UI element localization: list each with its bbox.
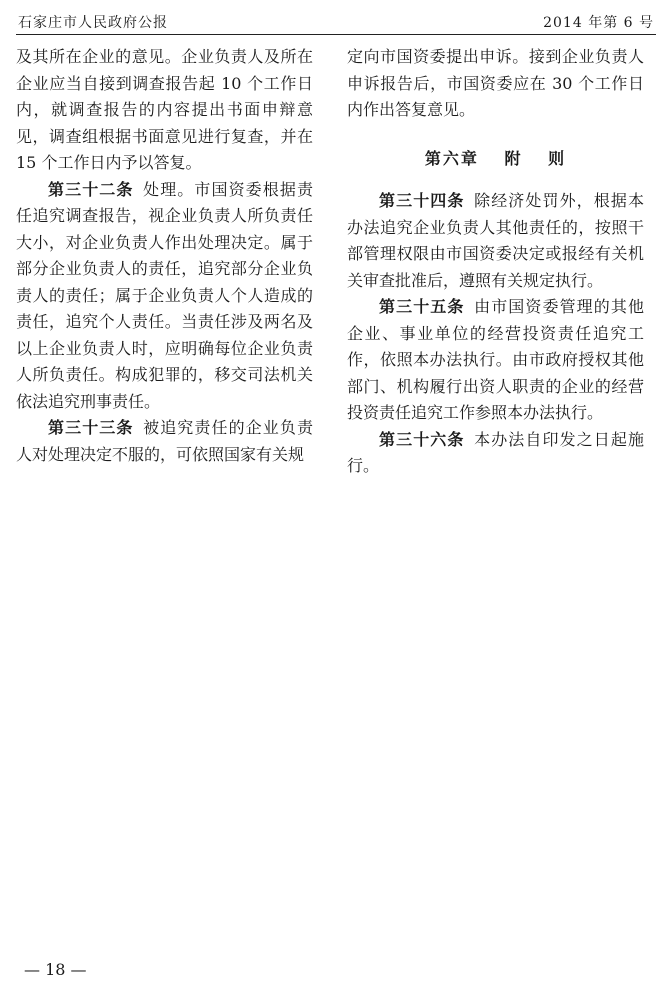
chapter-title-part-1: 附: [504, 148, 523, 168]
page-header: [16, 8, 656, 35]
article-32-text: 处理。市国资委根据责任追究调查报告，视企业负责人所负责任大小，对企业负责人作出处理决定。属于部分企业负责人的责任，追究部分企业负责人的责任；属于企业负责人个人造成的责任，追究个人责任。当责任涉及两名及以上企业负责人时，应明确每位企业负责人所负责任。构成犯罪的，移交司法机关依法追究刑事责任。: [16, 179, 313, 411]
article-35: [347, 294, 644, 427]
page-number: — 18 —: [24, 960, 87, 979]
article-35-text: 由市国资委管理的其他企业、事业单位的经营投资责任追究工作，依照本办法执行。由市政府授权其他部门、机构履行出资人职责的企业的经营投资责任追究工作参照本办法执行。: [347, 297, 644, 422]
article-36-label: 第三十六条: [379, 429, 465, 449]
right-column: [347, 44, 644, 480]
article-34: [347, 188, 644, 294]
issue-number: 2014 年第 6 号: [543, 15, 654, 31]
article-36: [347, 427, 644, 480]
article-35-label: 第三十五条: [379, 297, 465, 316]
article-33: [16, 415, 313, 468]
continued-paragraph: 定向市国资委提出申诉。接到企业负责人申诉报告后，市国资委应在 30 个工作日内作出答复意见。: [347, 47, 644, 119]
article-34-text: 除经济处罚外，根据本办法追究企业负责人其他责任的，按照干部管理权限由市国资委决定或报经有关机关审查批准后，遵照有关规定执行。: [347, 191, 644, 290]
article-36-text: 本办法自印发之日起施行。: [347, 429, 644, 475]
publication-title: 石家庄市人民政府公报: [18, 15, 168, 31]
chapter-number: 第六章: [424, 148, 479, 168]
chapter-title-part-2: 则: [548, 148, 567, 168]
article-32-label: 第三十二条: [48, 179, 134, 199]
chapter-heading: [347, 146, 644, 173]
article-33-label: 第三十三条: [48, 418, 134, 437]
left-column: [16, 44, 313, 468]
article-33-text: 被追究责任的企业负责人对处理决定不服的，可依照国家有关规: [16, 418, 313, 464]
article-32: [16, 177, 313, 416]
article-34-label: 第三十四条: [379, 191, 465, 210]
continued-paragraph: 及其所在企业的意见。企业负责人及所在企业应当自接到调查报告起 10 个工作日内，就调查报告的内容提出书面申辩意见，调查组根据书面意见进行复查，并在 15 个工作日内予以答复。: [16, 47, 313, 172]
